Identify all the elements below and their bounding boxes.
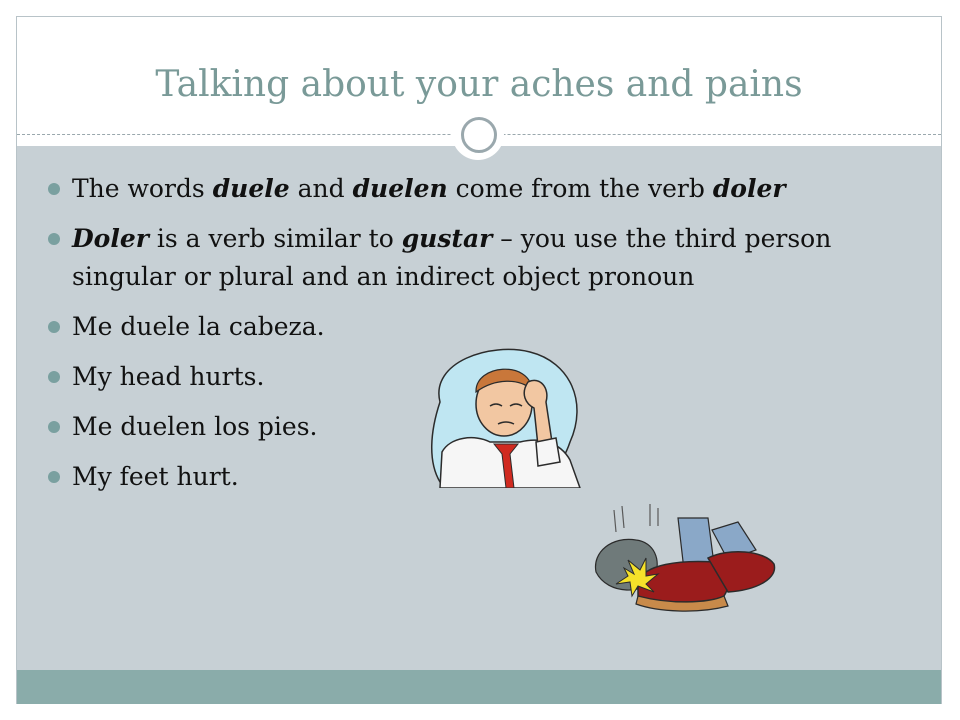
headache-clipart-icon (420, 342, 588, 488)
bullet-text: come from the verb (447, 174, 713, 203)
bullet-item-example-1: Me duele la cabeza. (48, 308, 888, 346)
bullet-text: The words (72, 174, 213, 203)
bullet-item-doler-origin (48, 170, 888, 208)
bullet-emphasis: duelen (352, 174, 448, 203)
bullet-emphasis: gustar (401, 224, 493, 253)
bullet-item-doler-gustar (48, 220, 888, 296)
bullet-emphasis: duele (212, 174, 290, 203)
ring-ornament-inner (461, 117, 497, 153)
bullet-item-translation-2: My feet hurt. (48, 458, 888, 496)
bullet-item-example-2: Me duelen los pies. (48, 408, 888, 446)
stubbed-foot-clipart-icon (588, 500, 780, 616)
slide-title: Talking about your aches and pains (155, 64, 803, 105)
bullet-text: is a verb similar to (148, 224, 402, 253)
bullet-emphasis: doler (712, 174, 786, 203)
bullet-emphasis: Doler (72, 224, 149, 253)
bullet-text: – you use the third person singular or plural and an indirect object pronoun (72, 224, 832, 291)
bullet-text: and (289, 174, 353, 203)
bullet-item-translation-1: My head hurts. (48, 358, 888, 396)
footer-band (17, 670, 941, 704)
